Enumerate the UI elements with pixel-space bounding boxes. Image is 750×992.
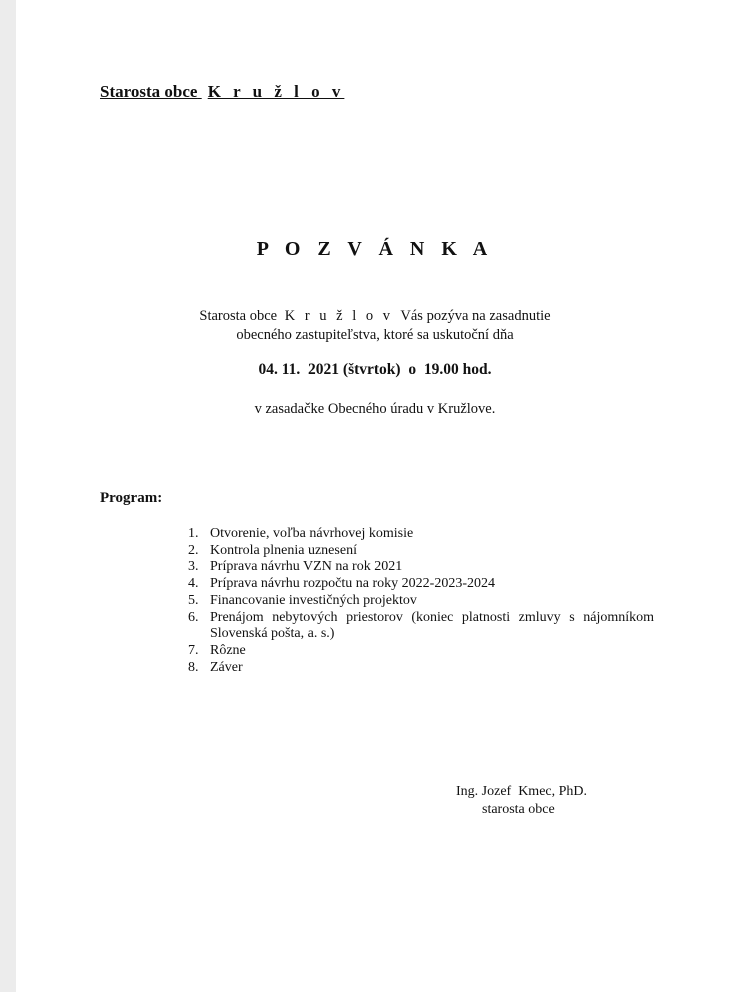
program-item-text: Otvorenie, voľba návrhovej komisie bbox=[210, 526, 414, 541]
program-item-text: Príprava návrhu rozpočtu na roky 2022-2023-2024 bbox=[210, 576, 495, 592]
program-item bbox=[188, 643, 654, 660]
program-item-text: Rôzne bbox=[210, 642, 246, 658]
invitation-line-1 bbox=[16, 307, 734, 326]
meeting-datetime: 04. 11. 2021 (štvrtok) o 19.00 hod. bbox=[258, 361, 492, 378]
program-item bbox=[188, 610, 654, 643]
program-item-number: 8. bbox=[188, 659, 199, 675]
program-item bbox=[188, 660, 654, 677]
program-item-text: Financovanie investičných projektov bbox=[210, 592, 417, 608]
program-item-text bbox=[210, 610, 654, 643]
program-item-number: 5. bbox=[188, 592, 199, 608]
document-header bbox=[100, 82, 344, 102]
program-label: Program: bbox=[100, 490, 163, 506]
program-item bbox=[188, 593, 654, 610]
signatory-position: starosta obce bbox=[482, 802, 555, 817]
program-item-number: 1. bbox=[188, 526, 199, 541]
header-municipality: K r u ž l o v bbox=[207, 82, 345, 101]
document-title: P O Z V Á N K A bbox=[256, 238, 494, 260]
signatory-name: Ing. Jozef Kmec, PhD. bbox=[456, 784, 588, 799]
meeting-location: v zasadačke Obecného úradu v Kružlove. bbox=[254, 401, 496, 417]
program-item-text: Záver bbox=[210, 659, 243, 675]
program-item-number: 6. bbox=[188, 609, 199, 625]
program-item bbox=[188, 526, 654, 543]
program-item-number: 2. bbox=[188, 542, 199, 558]
program-item bbox=[188, 576, 654, 593]
program-item-number: 4. bbox=[188, 576, 199, 592]
program-item-number: 3. bbox=[188, 559, 199, 575]
program-item bbox=[188, 543, 654, 560]
invitation-suffix: Vás pozýva na zasadnutie bbox=[400, 308, 551, 324]
program-item bbox=[188, 559, 654, 576]
program-list bbox=[188, 526, 654, 676]
program-item-text: Kontrola plnenia uznesení bbox=[210, 542, 357, 558]
invitation-line-2: obecného zastupiteľstva, ktoré sa uskutoční dňa bbox=[236, 327, 514, 343]
invitation-municipality: K r u ž l o v bbox=[284, 308, 394, 324]
header-prefix: Starosta obce bbox=[100, 82, 198, 101]
invitation-text bbox=[16, 307, 734, 345]
program-item-text: Príprava návrhu VZN na rok 2021 bbox=[210, 559, 403, 575]
document-page bbox=[16, 0, 750, 992]
program-item-number: 7. bbox=[188, 642, 199, 658]
program-item-text-line-1: Prenájom nebytových priestorov (koniec platnosti zmluvy s nájomníkom bbox=[210, 609, 654, 625]
program-item-text-line-2: Slovenská pošta, a. s.) bbox=[210, 626, 335, 642]
invitation-prefix: Starosta obce bbox=[199, 308, 278, 324]
